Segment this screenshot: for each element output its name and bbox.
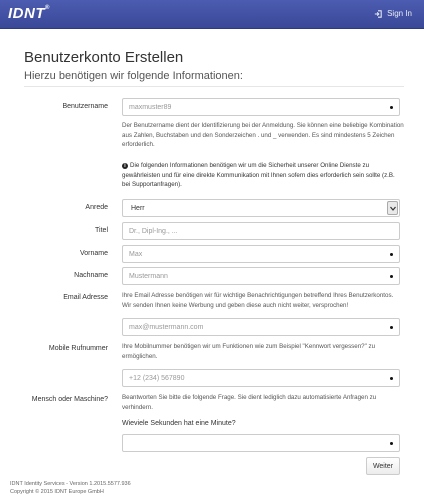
- username-input[interactable]: [122, 98, 400, 116]
- brand-name: IDNT: [8, 5, 45, 22]
- sign-in-icon: [374, 10, 382, 18]
- next-button[interactable]: Weiter: [366, 457, 400, 475]
- required-indicator: [390, 326, 393, 329]
- captcha-input[interactable]: [122, 434, 400, 452]
- first-name-label: Vorname: [79, 250, 108, 257]
- captcha-help: Beantworten Sie bitte die folgende Frage. Sie dient lediglich dazu automatisierte Anfragen zu verhindern.: [122, 394, 377, 411]
- salutation-label: Anrede: [85, 204, 108, 211]
- info-icon: i: [122, 163, 128, 169]
- page-title: Benutzerkonto Erstellen: [24, 49, 184, 66]
- brand-logo[interactable]: [8, 5, 50, 22]
- last-name-input[interactable]: [122, 267, 400, 285]
- sign-in-label: Sign In: [387, 9, 412, 18]
- required-indicator: [390, 377, 393, 380]
- title-divider: [24, 86, 404, 87]
- required-indicator: [390, 442, 393, 445]
- salutation-value: Herr: [131, 204, 145, 212]
- email-label: Email Adresse: [63, 294, 108, 301]
- username-label: Benutzername: [62, 103, 108, 110]
- username-help: Der Benutzername dient der Identifizierung bei der Anmeldung. Sie können eine beliebige Kombination aus Zahlen, Buchstaben und den Sonderzeichen . und _ verwenden. Es sind mindestens 5 Zeichen erforderlich.: [122, 122, 404, 148]
- last-name-label: Nachname: [74, 272, 108, 279]
- last-name-placeholder: Mustermann: [129, 272, 168, 280]
- captcha-label: Mensch oder Maschine?: [31, 396, 108, 403]
- mobile-input[interactable]: [122, 369, 400, 387]
- required-indicator: [390, 275, 393, 278]
- first-name-input[interactable]: [122, 245, 400, 263]
- privacy-info: [122, 161, 402, 190]
- top-navbar: [0, 0, 424, 29]
- mobile-label: Mobile Rufnummer: [48, 345, 108, 352]
- footer-version: IDNT Identity Services - Version 1.2015.5577.936: [10, 481, 131, 487]
- required-indicator: [390, 106, 393, 109]
- first-name-placeholder: Max: [129, 250, 143, 258]
- email-input[interactable]: [122, 318, 400, 336]
- mobile-help: Ihre Mobilnummer benötigen wir um Funktionen wie zum Beispiel "Kennwort vergessen?" zu ermöglichen.: [122, 343, 376, 360]
- captcha-question: Wieviele Sekunden hat eine Minute?: [122, 420, 236, 427]
- salutation-select[interactable]: [122, 199, 400, 217]
- email-placeholder: max@mustermann.com: [129, 323, 204, 331]
- title-input[interactable]: [122, 222, 400, 240]
- title-label: Titel: [95, 227, 108, 234]
- username-placeholder: maxmuster89: [129, 103, 172, 111]
- email-help: Ihre Email Adresse benötigen wir für wichtige Benachrichtigungen betreffend Ihres Benutzerkontos. Wir senden Ihnen keine Werbung und geben diese auch nicht weiter, versprochen!: [122, 292, 394, 309]
- page-subtitle: Hierzu benötigen wir folgende Informationen:: [24, 70, 243, 82]
- footer-copyright: Copyright © 2015 IDNT Europe GmbH: [10, 489, 104, 495]
- sign-in-link[interactable]: [374, 9, 412, 18]
- title-placeholder: Dr., Dipl-Ing., ...: [129, 227, 178, 235]
- required-indicator: [390, 253, 393, 256]
- footer: [10, 480, 131, 496]
- chevron-down-icon[interactable]: [387, 201, 398, 215]
- brand-trademark: ®: [45, 5, 50, 11]
- privacy-info-text: Die folgenden Informationen benötigen wir um die Sicherheit unserer Online Dienste zu gewährleisten und für eine direkte Kommunikation mit Ihnen sofern dies erforderlich sein sollte (z.B. bei Supportanfragen).: [122, 162, 395, 188]
- mobile-placeholder: +12 (234) 567890: [129, 374, 185, 382]
